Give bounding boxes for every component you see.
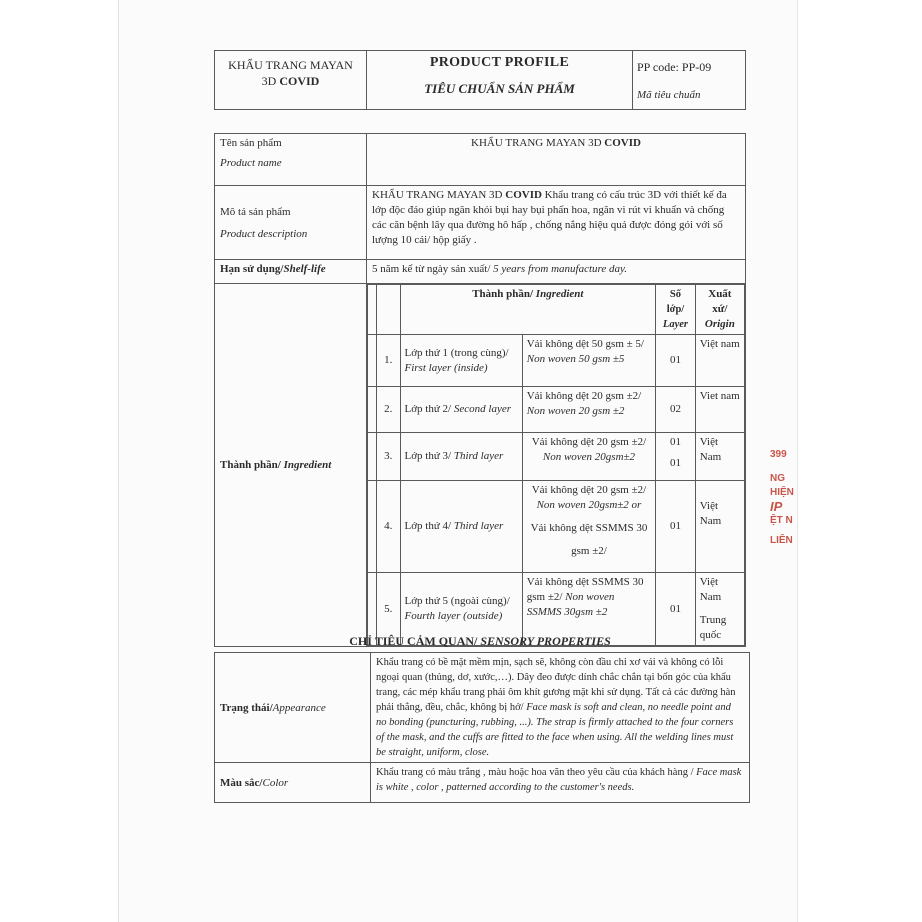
ingredient-row: 3. Lớp thứ 3/ Third layer Vải không dệt 20 gsm ±2/ Non woven 20gsm±2 01 01 Việt Nam [368, 433, 745, 481]
description-label: Mô tả sản phẩm Product description [215, 186, 367, 260]
sensory-section-title: CHỈ TIÊU CẢM QUAN/ SENSORY PROPERTIES [349, 634, 611, 648]
ingredient-col-header: Thành phần/ Ingredient [400, 285, 656, 335]
ingredient-row: 2. Lớp thứ 2/ Second layer Vải không dệt 20 gsm ±2/ Non woven 20 gsm ±2 02 Viet nam [368, 387, 745, 433]
ingredient-cell [367, 284, 746, 647]
product-name-value: KHẨU TRANG MAYAN 3D COVID [367, 134, 746, 186]
title-cell: PRODUCT PROFILE TIÊU CHUẨN SẢN PHẨM [367, 51, 633, 110]
appearance-label: Trạng thái/Appearance [215, 653, 371, 763]
code-cell: PP code: PP-09 Mã tiêu chuẩn [633, 51, 746, 110]
header-table [214, 50, 746, 110]
shelf-life-label: Hạn sử dụng/Shelf-life [215, 260, 367, 284]
ingredient-label: Thành phần/ Ingredient [215, 284, 367, 647]
ingredient-table [367, 284, 745, 646]
description-value: KHẨU TRANG MAYAN 3D COVID Khẩu trang có cấu trúc 3D với thiết kế đa lớp độc đáo giúp ngăn khói bụi hay bụi phấn hoa, ngăn vi rút vi khuẩn và chống các căn bệnh lây qua đường hô hấp , chống nắng hiệu quả được đóng gói với số lượng 10 cái/ hộp giấy . [367, 186, 746, 260]
page-margin [798, 0, 922, 922]
origin-col-header: Xuất xứ/ Origin [695, 285, 744, 335]
company-cell: KHẨU TRANG MAYAN 3D COVID [215, 51, 367, 110]
product-name-label: Tên sản phẩm Product name [215, 134, 367, 186]
shelf-life-value: 5 năm kể từ ngày sản xuất/ 5 years from manufacture day. [367, 260, 746, 284]
layer-col-header: Số lớp/ Layer [656, 285, 696, 335]
ingredient-row: 4. Lớp thứ 4/ Third layer Vải không dệt 20 gsm ±2/ Non woven 20gsm±2 or Vải không dệt SSMMS 30 gsm ±2/ 01 Việt Nam [368, 481, 745, 573]
appearance-value: Khẩu trang có bề mặt mềm mịn, sạch sẽ, không còn đầu chỉ xơ vải và không có lỗi ngoại quan (thủng, dơ, xước,…). Dây đeo được dính chắc chắn tại bốn góc của khẩu trang, các mép khẩu trang phải ôm khít gương mặt khi sử dụng. Tất cả các đường hàn phải thẳng, đều, chắc, không bị hở/ Face mask is soft and clean, no needle point and no bonding (puncturing, rubbing, ...). The strap is firmly attached to the four corners of the mask, and the cuffs are fitted to the face when using. All the welding lines must be straight, uniform, close. [371, 653, 750, 763]
ingredient-row: 5. Lớp thứ 5 (ngoài cùng)/ Fourth layer (outside) Vải không dệt SSMMS 30 gsm ±2/ Non woven SSMMS 30gsm ±2 01 Việt Nam Trung quốc [368, 573, 745, 646]
color-value: Khẩu trang có màu trắng , màu hoặc hoa văn theo yêu cầu của khách hàng / Face mask is white , color , patterned according to the customer's needs. [371, 763, 750, 803]
product-table [214, 133, 746, 647]
color-label: Màu sắc/Color [215, 763, 371, 803]
ingredient-row: 1. Lớp thứ 1 (trong cùng)/ First layer (inside) Vải không dệt 50 gsm ± 5/ Non woven 50 gsm ±5 01 Việt nam [368, 335, 745, 387]
sensory-table [214, 652, 750, 803]
red-stamp: 399 NG HIỆN IP ỆT N LIÊN [770, 449, 794, 546]
